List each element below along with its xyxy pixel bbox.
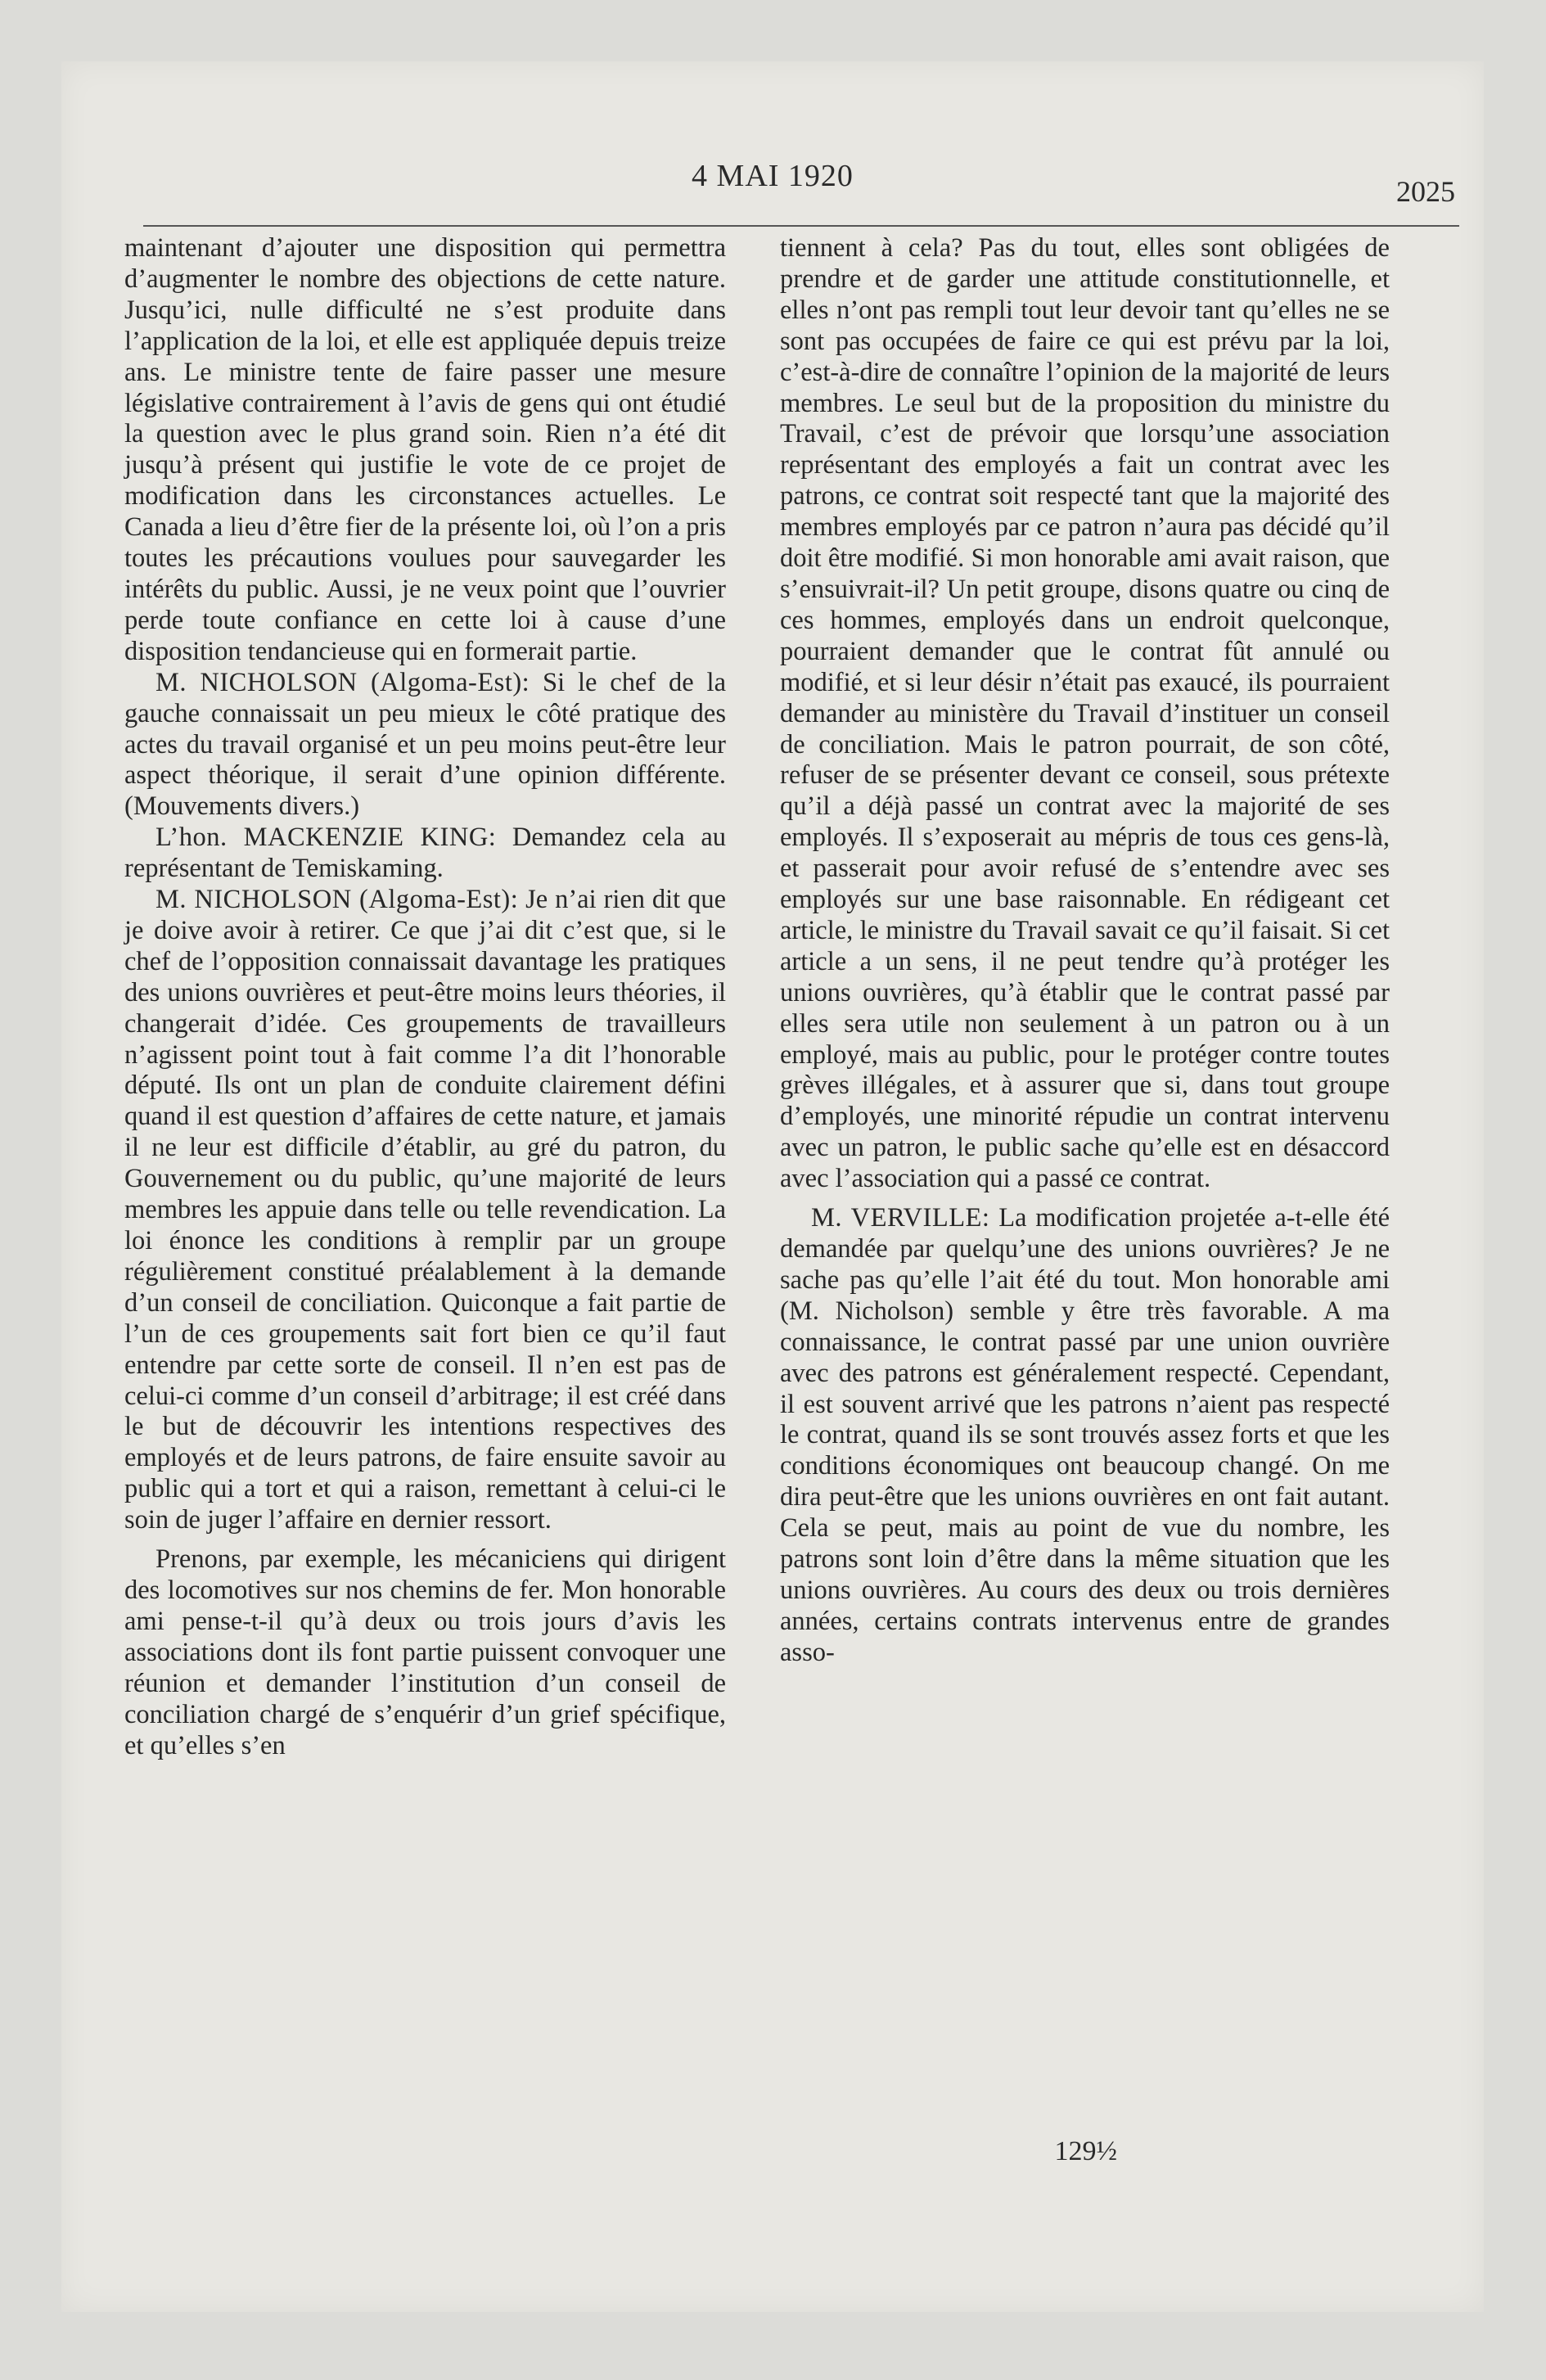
signature-mark: 129½ xyxy=(1054,2136,1117,2166)
speaker-name: M. NICHOLSON (Algoma-Est): xyxy=(156,885,519,915)
paragraph xyxy=(124,823,726,885)
paragraph: maintenant d’ajouter une disposition qui permettra d’augmenter le nombre des objections de cette nature. Jusqu’ici, nulle difficulté ne s’est produite dans l’application de la loi, et elle est appliquée depuis treize ans. Le ministre tente de faire passer une mesure législative contrairement à l’avis de gens qui ont étudié la question avec le plus grand soin. Rien n’a été dit jusqu’à présent qui justifie le vote de ce projet de modification dans les circonstances actuelles. Le Canada a lieu d’être fier de la présente loi, où l’on a pris toutes les précautions voulues pour sauvegarder les intérêts du public. Aussi, je ne veux point que l’ouvrier perde toute confiance en cette loi à cause d’une disposition tendancieuse qui en formerait partie. xyxy=(124,233,726,666)
paragraph xyxy=(124,885,726,1536)
paragraph-text: Je n’ai rien dit que je doive avoir à retirer. Ce que j’ai dit c’est que, si le chef de l’opposition connaissait davantage les pratiques des unions ouvrières et peut-être moins leurs théories, il changerait d’idée. Ces groupements de travailleurs n’agissent point tout à fait comme l’a dit l’honorable député. Ils ont un plan de conduite clairement défini quand il est question d’affaires de cette nature, et jamais il ne leur est difficile d’établir, au gré du patron, du Gouvernement ou du public, qu’une majorité de leurs membres les appuie dans telle ou telle revendication. La loi énonce les conditions à remplir par un groupe régulièrement constitué préalablement à la demande d’un conseil de conciliation. Quiconque a fait partie de l’un de ces groupements sait fort bien ce qu’il faut entendre par cette sorte de conseil. Il n’en est pas de celui-ci comme d’un conseil d’arbitrage; il est créé dans le but de découvrir les intentions respectives des employés et de leurs patrons, de faire ensuite savoir au public qui a tort et qui a raison, remettant à celui-ci le soin de juger l’affaire en dernier ressort. xyxy=(124,885,726,1535)
right-column xyxy=(780,233,1390,1669)
paragraph xyxy=(780,1203,1390,1669)
left-column xyxy=(124,233,726,1761)
header-rule xyxy=(143,225,1459,227)
speaker-name: M. VERVILLE: xyxy=(811,1203,990,1233)
paragraph-text: Demandez cela au représentant de Temiskaming. xyxy=(124,823,726,884)
document-page xyxy=(61,61,1484,2312)
speaker-name: L’hon. MACKENZIE KING: xyxy=(156,823,497,853)
page-number: 2025 xyxy=(1396,175,1455,208)
paragraph-text: La modification projetée a-t-elle été demandée par quelqu’une des unions ouvrières? Je ne sache pas qu’elle l’ait été du tout. Mon honorable ami (M. Nicholson) semble y être très favorable. A ma connaissance, le contrat passé par une union ouvrière avec des patrons est généralement respecté. Cependant, il est souvent arrivé que les patrons n’aient pas respecté le contrat, quand ils se sont trouvés assez forts et que les conditions économiques ont beaucoup changé. On me dira peut-être que les unions ouvrières en ont fait autant. Cela se peut, mais au point de vue du nombre, les patrons sont loin d’être dans la même situation que les unions ouvrières. Au cours des deux ou trois dernières années, certains contrats intervenus entre de grandes asso- xyxy=(780,1203,1390,1667)
header-date: 4 MAI 1920 xyxy=(692,159,854,193)
paragraph: tiennent à cela? Pas du tout, elles sont obligées de prendre et de garder une attitude constitutionnelle, et elles n’ont pas rempli tout leur devoir tant qu’elles ne se sont pas occupées de faire ce qui est prévu par la loi, c’est-à-dire de connaître l’opinion de la majorité de leurs membres. Le seul but de la proposition du ministre du Travail, c’est de prévoir que lorsqu’une association représentant des employés a fait un contrat avec les patrons, ce contrat soit respecté tant que la majorité des membres employés par ce patron n’aura pas décidé qu’il doit être modifié. Si mon honorable ami avait raison, que s’ensuivrait-il? Un petit groupe, disons quatre ou cinq de ces hommes, employés dans un endroit quelconque, pourraient demander que le contrat fût annulé ou modifié, et si leur désir n’était pas exaucé, ils pourraient demander au ministère du Travail d’instituer un conseil de conciliation. Mais le patron pourrait, de son côté, refuser de se présenter devant ce conseil, sous prétexte qu’il a déjà passé un contrat avec la majorité de ses employés. Il s’exposerait au mépris de tous ces gens-là, et passerait pour avoir refusé de s’entendre avec ses employés sur une base raisonnable. En rédigeant cet article, le ministre du Travail savait ce qu’il faisait. Si cet article a un sens, il ne peut tendre qu’à protéger les unions ouvrières, qu’à établir que le contrat passé par elles sera utile non seulement à un patron ou à un employé, mais au public, pour le protéger contre toutes grèves illégales, et à assurer que si, dans tout groupe d’employés, une minorité répudie un contrat intervenu avec un patron, le public sache qu’elle est en désaccord avec l’association qui a passé ce contrat. xyxy=(780,233,1390,1194)
paragraph xyxy=(124,668,726,823)
speaker-name: M. NICHOLSON (Algoma-Est): xyxy=(156,667,530,697)
paragraph: Prenons, par exemple, les mécaniciens qui dirigent des locomotives sur nos chemins de fer. Mon honorable ami pense-t-il qu’à deux ou trois jours d’avis les associations dont ils font partie puissent convoquer une réunion et demander l’institution d’un conseil de conciliation chargé de s’enquérir d’un grief spécifique, et qu’elles s’en xyxy=(124,1544,726,1760)
paragraph-text: Si le chef de la gauche connaissait un peu mieux le côté pratique des actes du travail organisé et un peu moins peut-être leur aspect théorique, il serait d’une opinion différente. (Mouvements divers.) xyxy=(124,667,726,822)
